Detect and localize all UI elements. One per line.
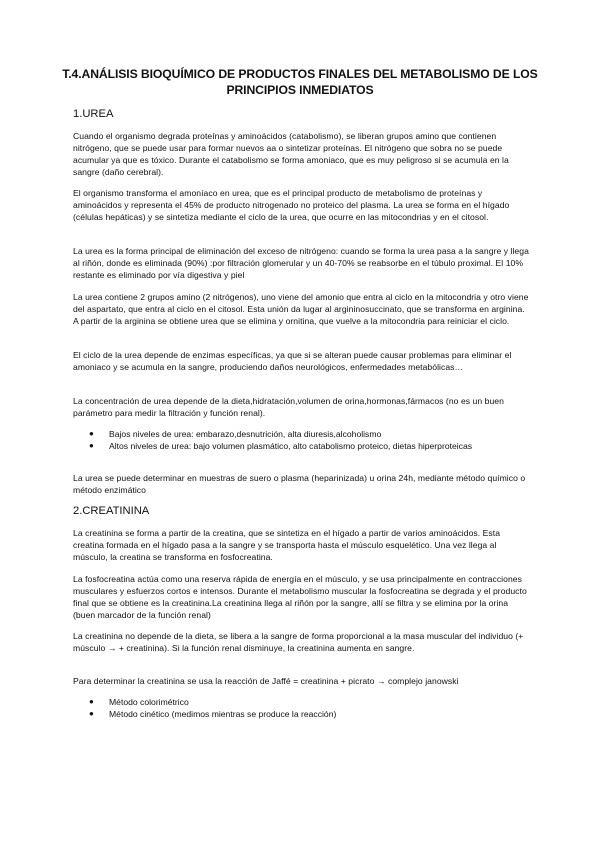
list-item-text: Método cinético (medimos mientras se produce la reacción)	[109, 709, 337, 720]
section-heading-urea: 1.UREA	[73, 108, 114, 120]
list-item	[73, 440, 531, 452]
list-item-text: Método colorimétrico	[109, 697, 189, 707]
paragraph: Cuando el organismo degrada proteínas y aminoácidos (catabolismo), se liberan grupos amino que contienen nitrógeno, que se puede usar para formar nuevos aa o sintetizar proteínas. El nitrógeno que sobra no se puede acumular ya que es tóxico. Durante el catabolismo se forma amoniaco, que es muy peligroso si se acumula en la sangre (daño cerebral).	[73, 131, 509, 178]
paragraph: La urea se puede determinar en muestras de suero o plasma (heparinizada) u orina 24h, mediante método químico o método enzimático	[73, 473, 526, 496]
paragraph: El organismo transforma el amoníaco en urea, que es el principal producto de metabolismo de proteínas y aminoácidos y representa el 45% de producto nitrogenado no proteico del plasma. La urea se forma en el hígado (células hepáticas) y se sintetiza mediante el ciclo de la urea, que ocurre en las mitocondrias y en el citosol.	[73, 188, 510, 223]
bullet-list-methods	[73, 696, 531, 720]
bullet-icon: ●	[89, 429, 94, 438]
list-item	[73, 696, 531, 708]
paragraph: La urea contiene 2 grupos amino (2 nitrógenos), uno viene del amonio que entra al ciclo en la mitocondria y otro viene del aspartato, que entra al ciclo en el citosol. Esta unión da lugar al argininosuccinato, que se transforma en arginina. A partir de la arginina se obtiene urea que se elimina y ornitina, que vuelve a la mitocondria para reiniciar el ciclo.	[73, 292, 529, 327]
bullet-list-urea-levels	[73, 428, 531, 452]
paragraph: La urea es la forma principal de eliminación del exceso de nitrógeno: cuando se forma la urea pasa a la sangre y llega al riñón, donde es eliminada (90%) :por filtración glomerular y un 40-70% se reabsorbe en el túbulo proximal. El 10% restante es eliminado por vía digestiva y piel	[73, 246, 529, 281]
section-heading-creatinina: 2.CREATININA	[73, 505, 150, 517]
list-item-text: Bajos niveles de urea: embarazo,desnutrición, alta diuresis,alcoholismo	[109, 429, 382, 439]
document-title: T.4.ANÁLISIS BIOQUÍMICO DE PRODUCTOS FINALES DEL METABOLISMO DE LOS PRINCIPIOS INMEDIATOS	[62, 67, 538, 97]
paragraph: La creatinina se forma a partir de la creatina, que se sintetiza en el hígado a partir de varios aminoácidos. Esta creatina formada en el hígado pasa a la sangre y se transporta hasta el músculo esquelético. Una vez llega al músculo, la creatina se transforma en fosfocreatina.	[73, 528, 501, 563]
bullet-icon: ●	[89, 441, 94, 451]
paragraph: El ciclo de la urea depende de enzimas específicas, ya que si se alteran puede causar problemas para eliminar el amoniaco y se acumula en la sangre, produciendo daños neurológicos, enfermedades metabólicas…	[73, 350, 512, 373]
paragraph: La concentración de urea depende de la dieta,hidratación,volumen de orina,hormonas,fármacos (no es un buen parámetro para medir la filtración y función renal).	[73, 396, 504, 419]
bullet-icon: ●	[89, 709, 94, 719]
list-item-text: Altos niveles de urea: bajo volumen plasmático, alto catabolismo proteico, dietas hiperproteicas	[109, 441, 473, 452]
bullet-icon: ●	[89, 697, 94, 706]
list-item	[73, 428, 531, 440]
paragraph: La creatinina no depende de la dieta, se libera a la sangre de forma proporcional a la masa muscular del individuo (+ músculo → + creatinina). Si la función renal disminuye, la creatinina aumenta en sangre.	[73, 631, 524, 654]
list-item	[73, 708, 531, 720]
paragraph: Para determinar la creatinina se usa la reacción de Jaffé = creatinina + picrato → complejo janowski	[73, 676, 459, 686]
paragraph: La fosfocreatina actúa como una reserva rápida de energía en el músculo, y se usa principalmente en contracciones musculares y esfuerzos cortos e intensos. Durante el metabolismo muscular la fosfocreatina se degrada y el producto final que se obtiene es la creatinina.La creatinina llega al riñón por la sangre, allí se filtra y se elimina por la orina (buen marcador de la función renal)	[73, 574, 527, 621]
